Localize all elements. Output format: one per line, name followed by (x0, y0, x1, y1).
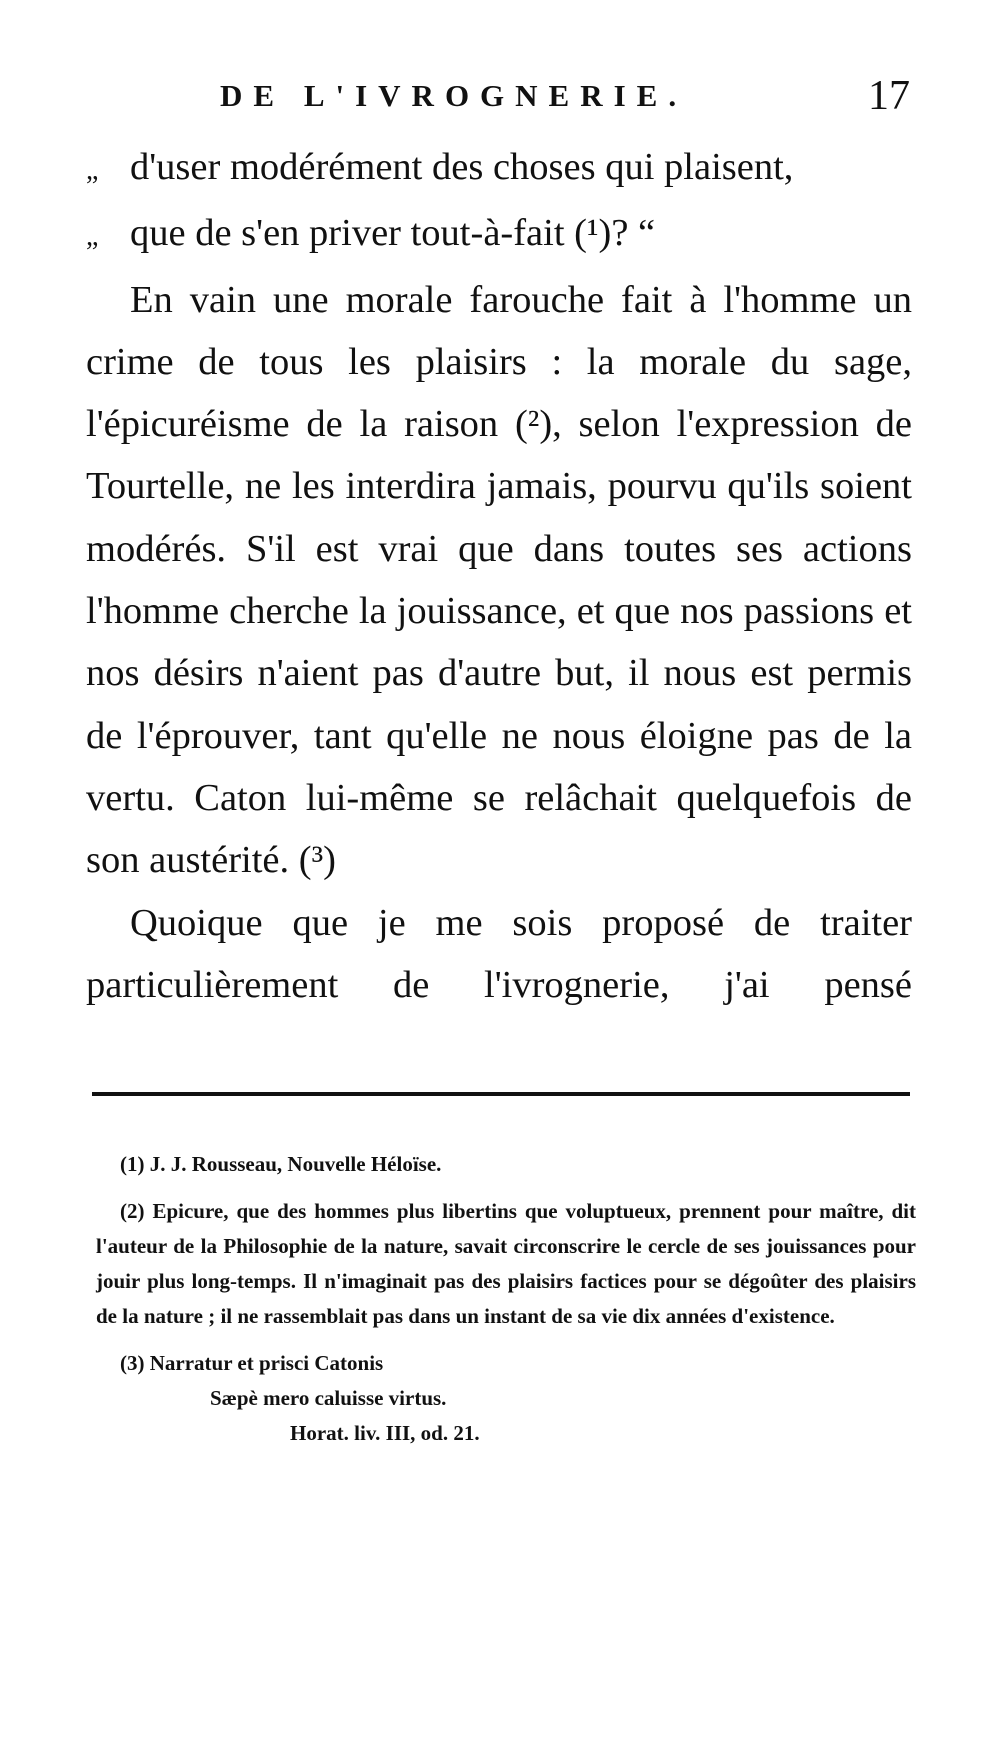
paragraph: En vain une morale farouche fait à l'homme un crime de tous les plaisirs : la morale du sage, l'épicuréisme de la raison (²), selon l'expression de Tourtelle, ne les interdira jamais, pourvu qu'ils soient modérés. S'il est vrai que dans toutes ses actions l'homme cherche la jouissance, et que nos passions et nos désirs n'aient pas d'autre but, il nous est permis de l'éprouver, tant qu'elle ne nous éloigne pas de la vertu. Caton lui-même se relâchait quelquefois de son austérité. (³) (86, 278, 912, 882)
quote-line (86, 136, 912, 202)
quotation (86, 136, 912, 269)
footnote-1 (96, 1147, 916, 1182)
footnotes (96, 1147, 916, 1451)
page-number: 17 (868, 73, 910, 119)
quote-line-text: que de s'en priver tout-à-fait (¹)? “ (130, 212, 656, 255)
paragraph: Quoique que je me sois proposé de traiter particulièrement de l'ivrognerie, j'ai pensé (86, 901, 912, 1006)
footnote-text: (1) J. J. Rousseau, Nouvelle Héloïse. (120, 1152, 442, 1176)
quote-line-text: d'user modérément des choses qui plaisent, (130, 146, 794, 188)
footnote-divider (92, 1092, 910, 1096)
quote-line (86, 202, 912, 268)
page-header (220, 73, 910, 128)
footnote-3-line: (3) Narratur et prisci Catonis (120, 1351, 384, 1375)
running-title: DE L'IVROGNERIE. (220, 78, 688, 113)
footnote-3-verse: Sæpè mero caluisse virtus. (210, 1386, 447, 1410)
quote-mark: „ (86, 155, 99, 186)
quote-mark: „ (86, 221, 99, 253)
footnote-2: (2) Epicure, que des hommes plus libertins que voluptueux, prennent pour maître, dit l'auteur de la Philosophie de la nature, savait circonscrire le cercle de ses jouissances pour jouir plus long-temps. Il n'imaginait pas des plaisirs factices pour se dégoûter des plaisirs de la nature ; il ne rassemblait pas dans un instant de sa vie dix années d'existence. (96, 1199, 916, 1328)
footnote-3-citation: Horat. liv. III, od. 21. (290, 1421, 480, 1445)
main-text (86, 136, 912, 1016)
